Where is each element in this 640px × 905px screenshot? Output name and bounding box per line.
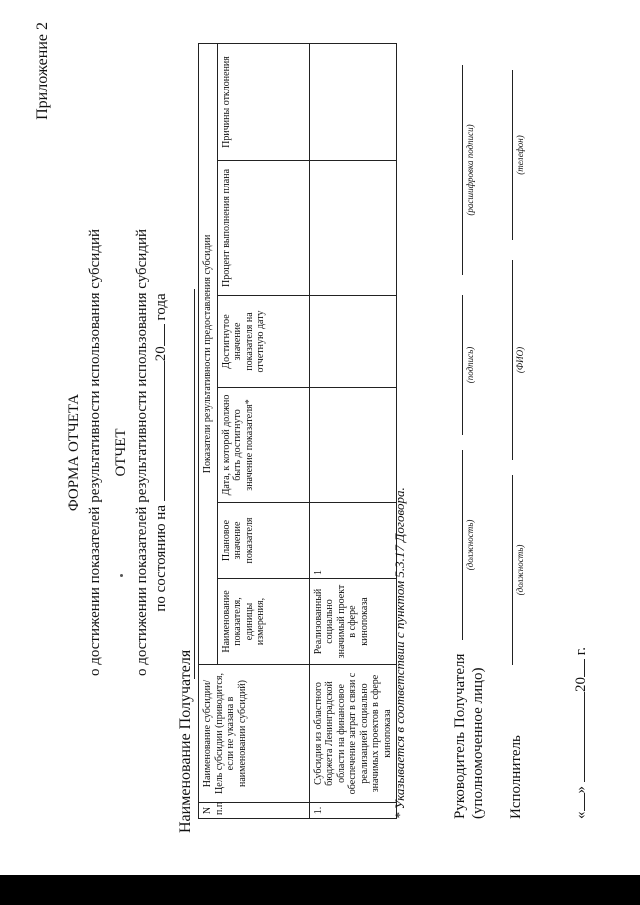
date-suffix: года — [153, 293, 169, 321]
table-row — [309, 43, 397, 818]
signature-date — [573, 647, 590, 819]
day-blank — [584, 794, 585, 812]
header-indicator: Наименование показателя, единицы измерения, — [217, 579, 309, 665]
table-header-row-1 — [199, 43, 218, 818]
exec-name-caption: (ФИО) — [515, 346, 525, 374]
form-title: ФОРМА ОТЧЕТА — [66, 393, 82, 512]
header-reasons: Причины отклонения — [217, 43, 309, 160]
scan-speck — [120, 574, 123, 577]
exec-position-caption: (должность) — [515, 544, 525, 596]
sign-year-suffix: г. — [573, 647, 589, 656]
form-subtitle: о достижении показателей результативности использования субсидий — [87, 228, 103, 677]
cell-target-date — [309, 388, 397, 503]
cell-plan: 1 — [309, 503, 397, 579]
appendix-label: Приложение 2 — [34, 22, 51, 120]
cell-indicator: Реализованный социально значимый проект в сфере кинопоказа — [309, 579, 397, 665]
exec-position-line — [512, 475, 513, 665]
header-percent: Процент выполнения плана — [217, 161, 309, 296]
cell-percent — [309, 161, 397, 296]
date-prefix: по состоянию на — [153, 505, 169, 612]
exec-name-line — [512, 260, 513, 460]
cell-num: 1. — [309, 803, 397, 819]
sign-year-prefix: 20 — [573, 677, 589, 692]
sign-year-blank — [584, 659, 585, 677]
date-year-prefix: 20 — [153, 346, 169, 362]
head-sign-caption: (подпись) — [465, 346, 475, 384]
header-achieved: Достигнутое значение показателя на отчетную дату — [217, 296, 309, 388]
head-position-caption: (должность) — [465, 519, 475, 571]
footnote: * Указывается в соответствии с пунктом 5.3.17 Договора. — [392, 487, 407, 819]
report-subtitle: о достижении показателей результативности использования субсидий — [134, 228, 150, 677]
cell-achieved — [309, 296, 397, 388]
head-label-line1: Руководитель Получателя — [452, 653, 468, 819]
head-name-line — [462, 65, 463, 275]
report-title: ОТЧЕТ — [113, 428, 129, 477]
header-group: Показатели результативности предоставления субсидии — [199, 43, 218, 664]
executor-label: Исполнитель — [508, 735, 524, 819]
head-sign-line — [462, 295, 463, 435]
cell-reasons — [309, 43, 397, 160]
report-date-line — [153, 0, 170, 905]
header-target-date: Дата, к которой должно быть достигнуто значение показателя* — [217, 388, 309, 503]
date-close-quote: » — [573, 786, 589, 794]
header-num: N п.п — [199, 803, 310, 819]
year-blank — [164, 324, 165, 346]
report-table — [198, 43, 397, 819]
head-name-caption: (расшифровка подписи) — [465, 124, 475, 216]
header-plan: Плановое значение показателя — [217, 503, 309, 579]
date-open-quote: « — [573, 811, 589, 819]
exec-phone-line — [512, 70, 513, 240]
exec-phone-caption: (телефон) — [515, 135, 525, 175]
head-label-line2: (уполномоченное лицо) — [470, 667, 486, 819]
recipient-blank-line — [194, 289, 195, 679]
header-subsidy: Наименование субсидии/ Цель субсидии (приводится, если не указана в наименовании субсидий) — [199, 665, 310, 803]
cell-subsidy: Субсидия из областного бюджета Ленинградской области на финансовое обеспечение затрат в связи с реализацией социально значимых проектов в сфере кинопоказа — [309, 665, 397, 803]
scan-border-bar — [0, 875, 640, 905]
head-position-line — [462, 450, 463, 640]
month-blank — [584, 692, 585, 782]
recipient-label: Наименование Получателя — [177, 649, 194, 833]
date-blank — [164, 361, 165, 501]
